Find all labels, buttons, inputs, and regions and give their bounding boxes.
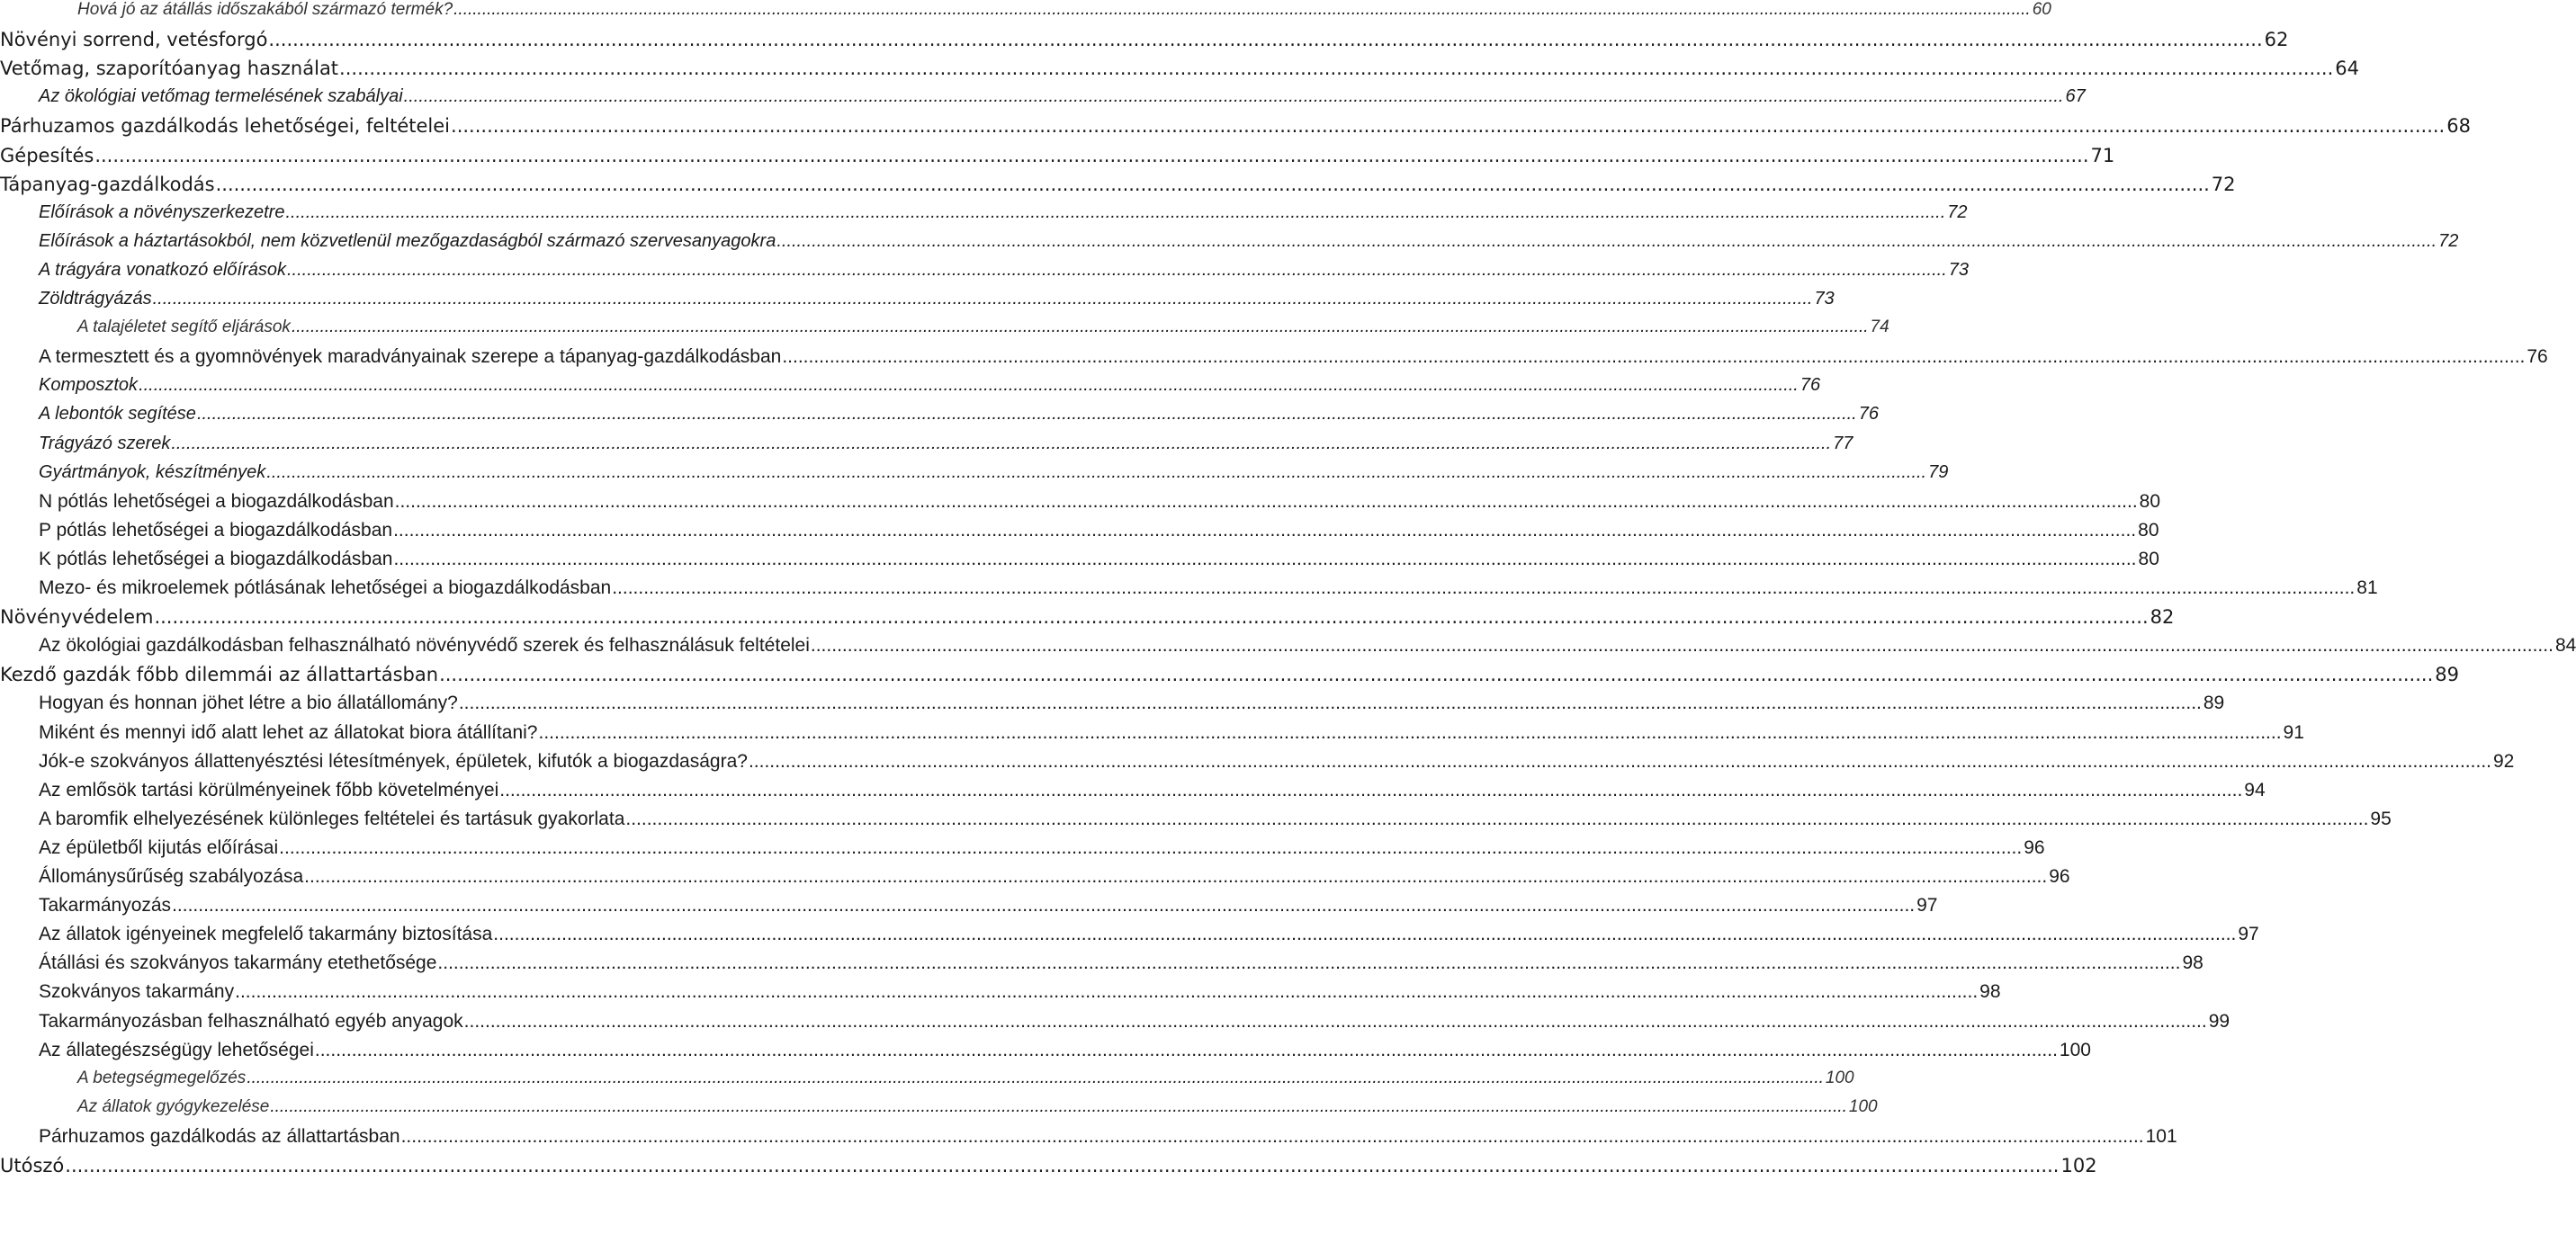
dot-leader [266,462,1926,483]
dot-leader [538,722,2281,744]
toc-entry[interactable] [39,404,1879,425]
toc-entry[interactable] [39,201,1968,223]
dot-leader [395,491,2138,513]
toc-entry-page: 96 [2024,836,2045,858]
toc-entry[interactable] [0,29,2289,51]
toc-entry[interactable] [39,519,2159,541]
dot-leader [304,866,2047,888]
toc-entry-page: 97 [2238,924,2259,945]
toc-entry-title: Tápanyag-gazdálkodás [0,173,215,195]
toc-entry-title: Szokványos takarmány [39,981,235,1003]
dot-leader [451,115,2445,137]
toc-entry-page: 100 [1848,1096,1878,1116]
toc-entry-title: Hogyan és honnan jöhet létre a bio állatállomány? [39,693,458,714]
dot-leader [279,837,2022,859]
toc-entry[interactable] [39,693,2225,714]
dot-leader [268,29,2262,50]
toc-entry[interactable] [39,259,1970,281]
toc-entry-title: Miként és mennyi idő alatt lehet az állatokat biora átállítani? [39,721,538,743]
toc-entry-title: A betegségmegelőzés [77,1068,247,1087]
toc-entry-title: P pótlás lehetőségei a biogazdálkodásban [39,519,393,541]
toc-entry-page: 74 [1870,317,1889,337]
toc-entry-page: 76 [1858,404,1879,425]
dot-leader [439,664,2433,685]
toc-entry-page: 72 [1947,201,1968,222]
toc-entry-title: A talajéletet segítő eljárások [77,317,291,337]
toc-entry[interactable] [39,346,2548,368]
toc-entry-title: Az ökológiai vetőmag termelésének szabályai [39,86,403,107]
toc-entry-page: 79 [1928,461,1949,482]
toc-entry[interactable] [39,490,2161,513]
dot-leader [315,1040,2058,1061]
dot-leader [139,375,1799,396]
toc-entry-title: Párhuzamos gazdálkodás lehetőségei, feltételei [0,115,451,138]
toc-entry-title: Párhuzamos gazdálkodás az állattartásban [39,1125,400,1147]
dot-leader [453,0,2031,20]
dot-leader [404,86,2064,107]
dot-leader [171,434,1831,454]
toc-entry-title: Gépesítés [0,144,94,166]
toc-entry-page: 80 [2138,519,2159,541]
toc-entry-page: 99 [2208,1010,2230,1032]
toc-entry-page: 76 [1800,375,1821,396]
toc-entry-page: 95 [2370,808,2392,829]
toc-entry-page: 98 [2182,952,2204,974]
toc-entry-title: Mezo- és mikroelemek pótlásának lehetőségei a biogazdálkodásban [39,577,612,598]
toc-entry-title: A termesztett és a gyomnövények maradványainak szerepe a tápanyag-gazdálkodásban [39,346,782,368]
toc-entry[interactable] [39,808,2392,830]
toc-entry-page: 81 [2356,577,2378,598]
toc-entry-title: Komposztok [39,375,139,396]
dot-leader [437,952,2180,974]
toc-entry-title: Vetőmag, szaporítóanyag használat [0,58,339,80]
dot-leader [499,780,2242,801]
toc-entry-page: 89 [2203,693,2225,714]
toc-entry[interactable] [0,1155,2097,1176]
toc-entry-title: Utószó [0,1155,65,1176]
toc-entry-title: Előírások a háztartásokból, nem közvetlenül mezőgazdaságból származó szervesanyagokra [39,230,776,251]
toc-entry-title: A baromfik elhelyezésének különleges feltételei és tartásuk gyakorlata [39,808,625,829]
toc-entry-page: 84 [2554,635,2576,657]
dot-leader [464,1011,2207,1033]
toc-entry-page: 94 [2244,779,2266,800]
dot-leader [493,924,2236,945]
toc-entry-page: 73 [1948,259,1970,280]
toc-entry-page: 96 [2049,866,2070,887]
toc-entry-page: 80 [2138,548,2159,569]
toc-entry-title: Előírások a növényszerkezetre [39,201,285,222]
toc-entry-title: Átállási és szokványos takarmány etethetősége [39,952,437,974]
toc-entry[interactable] [0,58,2359,80]
dot-leader [153,289,1813,309]
toc-entry-page: 64 [2335,58,2359,80]
dot-leader [401,1126,2144,1148]
toc-entry[interactable] [39,952,2204,974]
dot-leader [811,635,2554,657]
toc-entry-title: Takarmányozás [39,895,172,917]
dot-leader [216,174,2210,195]
dot-leader [197,404,1857,425]
toc-entry[interactable] [39,1125,2177,1148]
dot-leader [287,260,1947,281]
toc-entry-title: Növényvédelem [0,606,154,629]
dot-leader [285,202,1945,223]
toc-entry[interactable] [77,1068,1854,1088]
toc-entry[interactable] [39,924,2259,945]
toc-entry-title: K pótlás lehetőségei a biogazdálkodásban [39,548,393,569]
toc-entry-title: A trágyára vonatkozó előírások [39,259,286,280]
dot-leader [782,346,2525,368]
toc-entry[interactable] [39,548,2159,570]
toc-entry[interactable] [39,750,2515,773]
toc-entry[interactable] [39,577,2378,599]
dot-leader [270,1097,1847,1117]
dot-leader [612,577,2355,599]
toc-entry-title: A lebontók segítése [39,404,196,425]
toc-entry[interactable] [39,895,1938,917]
toc-entry-page: 97 [1916,895,1938,917]
toc-entry[interactable] [39,375,1821,396]
toc-entry[interactable] [39,721,2304,744]
toc-entry[interactable] [39,981,2001,1003]
toc-entry-page: 73 [1814,289,1835,308]
toc-entry-page: 72 [2211,173,2236,195]
toc-entry-title: Az állatok gyógykezelése [77,1096,270,1116]
toc-entry[interactable] [39,866,2070,888]
toc-entry-title: Kezdő gazdák főbb dilemmái az állattartásban [0,664,439,686]
toc-entry-title: Az állategészségügy lehetőségei [39,1039,314,1060]
toc-entry-title: Az emlősök tartási körülményeinek főbb követelményei [39,779,499,800]
toc-entry-page: 68 [2446,115,2471,138]
dot-leader [235,981,1978,1003]
toc-entry-page: 92 [2492,750,2515,772]
toc-entry[interactable] [39,836,2045,859]
toc-entry-title: Az ökológiai gazdálkodásban felhasználható növényvédő szerek és felhasználásuk feltételei [39,635,810,657]
toc-entry-page: 77 [1833,433,1853,453]
toc-entry[interactable] [39,1010,2230,1033]
dot-leader [393,520,2136,541]
toc-entry-title: Hová jó az átállás időszakából származó termék? [77,0,453,19]
dot-leader [94,145,2088,166]
dot-leader [339,58,2333,79]
toc-entry-title: Takarmányozásban felhasználható egyéb anyagok [39,1010,463,1032]
dot-leader [749,751,2491,773]
toc-entry[interactable] [39,1039,2091,1061]
toc-entry[interactable] [77,1096,1878,1117]
toc-entry[interactable] [0,115,2471,138]
toc-entry-title: Zöldtrágyázás [39,289,152,308]
toc-entry[interactable] [77,0,2051,20]
dot-leader [459,693,2202,714]
toc-entry-page: 60 [2032,0,2051,19]
toc-entry[interactable] [39,779,2266,801]
toc-entry-page: 67 [2065,86,2086,107]
toc-entry[interactable] [0,173,2236,195]
toc-entry-title: Növényi sorrend, vetésforgó [0,29,268,51]
toc-entry[interactable] [77,317,1889,337]
toc-entry-page: 89 [2435,664,2459,686]
dot-leader [247,1069,1824,1088]
toc-entry[interactable] [39,635,2576,657]
toc-entry[interactable] [39,86,2086,107]
toc-entry[interactable] [39,433,1853,454]
dot-leader [393,549,2136,570]
toc-entry-page: 100 [2059,1039,2091,1060]
toc-entry-title: N pótlás lehetőségei a biogazdálkodásban [39,490,394,512]
toc-entry-title: Az állatok igényeinek megfelelő takarmány biztosítása [39,924,493,945]
dot-leader [172,895,1915,917]
toc-entry-title: Trágyázó szerek [39,433,171,453]
dot-leader [292,317,1869,337]
toc-entry-page: 76 [2527,346,2548,368]
dot-leader [65,1155,2059,1176]
toc-entry-page: 82 [2150,606,2175,629]
toc-entry[interactable] [0,606,2175,629]
toc-entry-title: Állománysűrűség szabályozása [39,866,304,887]
toc-entry[interactable] [0,144,2115,166]
dot-leader [625,809,2368,830]
dot-leader [776,231,2437,252]
toc-entry-title: Az épületből kijutás előírásai [39,836,279,858]
toc-entry-page: 62 [2264,29,2289,51]
toc-entry-page: 101 [2145,1125,2177,1147]
dot-leader [154,606,2148,628]
toc-entry-page: 91 [2283,721,2304,743]
toc-entry-page: 72 [2438,230,2459,251]
toc-entry[interactable] [39,461,1949,483]
toc-entry-title: Jók-e szokványos állattenyésztési létesítmények, épületek, kifutók a biogazdaságra? [39,750,748,772]
toc-entry-title: Gyártmányok, készítmények [39,461,266,482]
toc-entry-page: 71 [2090,144,2115,166]
toc-entry-page: 102 [2060,1155,2097,1176]
toc-entry-page: 98 [1979,981,2001,1003]
toc-entry-page: 80 [2139,490,2161,512]
toc-entry[interactable] [39,230,2459,252]
toc-entry[interactable] [0,664,2459,686]
toc-entry[interactable] [39,289,1835,309]
toc-entry-page: 100 [1825,1068,1854,1087]
